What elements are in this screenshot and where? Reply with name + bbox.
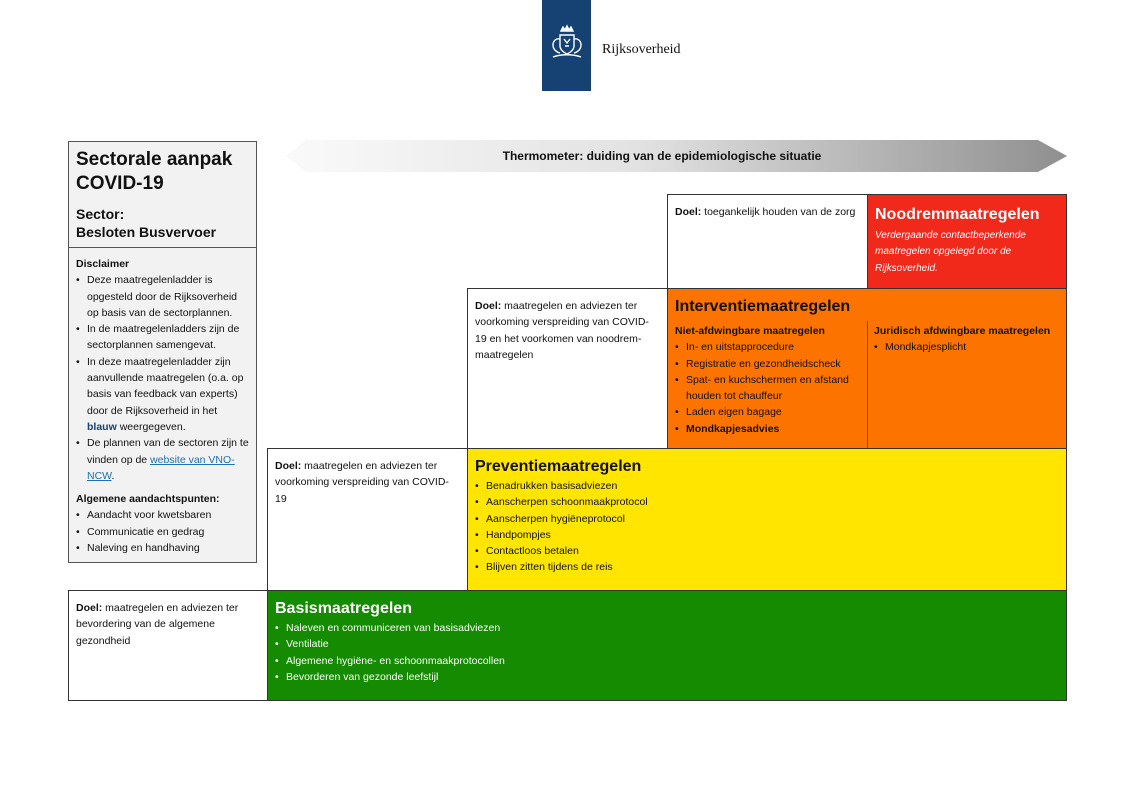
measure-item: • In- en uitstapprocedure <box>675 339 865 355</box>
non-enforceable-list <box>675 339 865 437</box>
disclaimer-item <box>76 354 249 435</box>
measure-item: • Benadrukken basisadviezen <box>475 478 1059 494</box>
disclaimer-text: . <box>111 469 115 482</box>
sector-label: Sector: <box>76 206 125 222</box>
preventie-box <box>467 448 1067 591</box>
column-divider <box>867 321 868 449</box>
measure-item: • Ventilatie <box>275 636 1059 652</box>
attention-heading: Algemene aandachtspunten: <box>76 493 220 506</box>
disclaimer-panel <box>68 247 257 563</box>
org-name: Rijksoverheid <box>602 42 681 57</box>
goal-text: maatregelen en adviezen ter voorkoming verspreiding van COVID-19 <box>275 460 449 505</box>
goal-text: toegankelijk houden van de zorg <box>704 206 856 218</box>
enforceable-column <box>874 323 1064 356</box>
attention-item: • Communicatie en gedrag <box>76 524 249 540</box>
measure-item: • Contactloos betalen <box>475 543 1059 559</box>
panel-title-line2: COVID-19 <box>76 173 164 194</box>
measure-item: • Registratie en gezondheidscheck <box>675 356 865 372</box>
blue-highlight-word: blauw <box>87 420 117 433</box>
attention-item: • Naleving en handhaving <box>76 540 249 556</box>
goal-box-interventie <box>467 288 668 449</box>
goal-label: Doel: <box>675 206 702 218</box>
sector-title-panel <box>68 141 257 248</box>
noodrem-box <box>867 194 1067 289</box>
disclaimer-text: In deze maatregelenladder zijn aanvullende maatregelen (o.a. op basis van feedback van experts) door de Rijksoverheid in het <box>87 355 244 417</box>
rijksoverheid-coat-of-arms-icon <box>547 23 587 68</box>
goal-text: maatregelen en adviezen ter bevordering van de algemene gezondheid <box>76 602 239 647</box>
basis-box <box>267 590 1067 701</box>
disclaimer-item: • In de maatregelenladders zijn de sectorplannen samengevat. <box>76 321 249 354</box>
enforceable-heading: Juridisch afdwingbare maatregelen <box>874 325 1051 337</box>
goal-box-preventie <box>267 448 468 591</box>
disclaimer-item <box>76 435 249 484</box>
thermometer-label: Thermometer: duiding van de epidemiologische situatie <box>502 149 822 163</box>
interventie-title: Interventiemaatregelen <box>675 298 851 315</box>
enforceable-list <box>874 339 1064 355</box>
measure-item: • Aanscherpen schoonmaakprotocol <box>475 494 1059 510</box>
noodrem-title: Noodremmaatregelen <box>875 206 1040 223</box>
panel-title-line1: Sectorale aanpak <box>76 149 233 170</box>
disclaimer-text: De plannen van de sectoren zijn te vinden op de <box>87 437 249 466</box>
measure-item: • Bevorderen van gezonde leefstijl <box>275 669 1059 685</box>
preventie-list <box>475 478 1059 576</box>
preventie-title: Preventiemaatregelen <box>475 458 642 475</box>
sector-name: Besloten Busvervoer <box>76 224 217 240</box>
measure-item: • Aanscherpen hygiëneprotocol <box>475 511 1059 527</box>
goal-label: Doel: <box>275 460 302 472</box>
non-enforceable-column <box>675 323 865 437</box>
goal-label: Doel: <box>76 602 103 614</box>
goal-box-basis <box>68 590 268 701</box>
vno-ncw-link[interactable]: website van VNO-NCW <box>87 453 235 482</box>
interventie-box <box>667 288 1067 449</box>
attention-list <box>76 507 249 556</box>
attention-item: • Aandacht voor kwetsbaren <box>76 507 249 523</box>
disclaimer-item: • Deze maatregelenladder is opgesteld door de Rijksoverheid op basis van de sectorplannen. <box>76 272 249 321</box>
disclaimer-list <box>76 272 249 484</box>
measure-item: • Mondkapjesadvies <box>675 421 865 437</box>
noodrem-subtitle: Verdergaande contactbeperkende maatregelen opgelegd door de Rijksoverheid. <box>875 230 1026 274</box>
non-enforceable-heading: Niet-afdwingbare maatregelen <box>675 325 825 337</box>
goal-label: Doel: <box>475 300 502 312</box>
basis-list <box>275 620 1059 685</box>
measure-item: • Blijven zitten tijdens de reis <box>475 559 1059 575</box>
disclaimer-heading: Disclaimer <box>76 258 130 270</box>
measure-item: • Algemene hygiëne- en schoonmaakprotocollen <box>275 653 1059 669</box>
measure-item: • Laden eigen bagage <box>675 404 865 420</box>
goal-box-noodrem <box>667 194 868 289</box>
measure-item: • Handpompjes <box>475 527 1059 543</box>
goal-text: maatregelen en adviezen ter voorkoming verspreiding van COVID-19 en het voorkomen van noodrem-maatregelen <box>475 300 649 361</box>
disclaimer-text: weergegeven. <box>119 420 186 433</box>
measure-item: • Mondkapjesplicht <box>874 339 1064 355</box>
logo-block <box>542 0 591 91</box>
measure-item: • Naleven en communiceren van basisadviezen <box>275 620 1059 636</box>
measure-item: • Spat- en kuchschermen en afstand houden tot chauffeur <box>675 372 865 405</box>
basis-title: Basismaatregelen <box>275 600 412 617</box>
